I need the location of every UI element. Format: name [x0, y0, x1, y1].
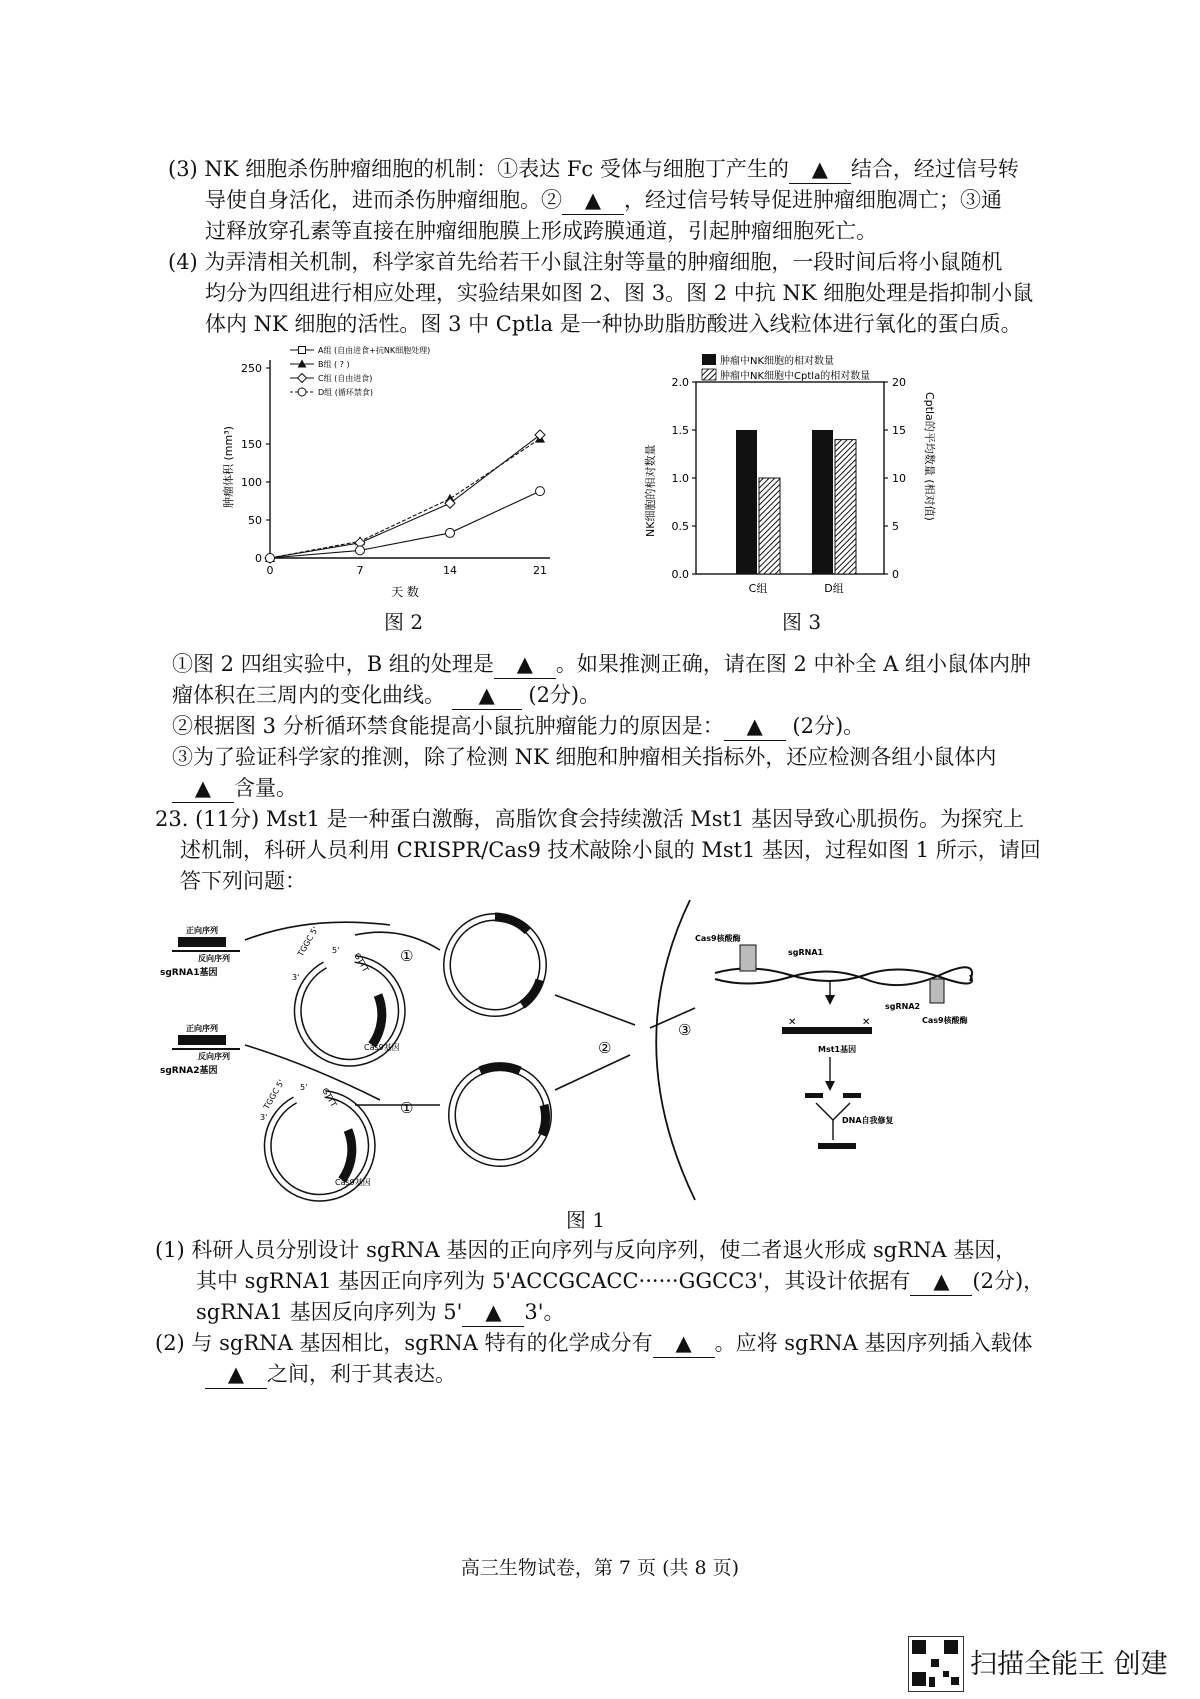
q22-sub1-line1: ①图 2 四组实验中，B 组的处理是 ▲ 。如果推测正确，请在图 2 中补全 A 组小鼠体内肿	[172, 650, 1031, 679]
q23-p2-line1: (2) 与 sgRNA 基因相比，sgRNA 特有的化学成分有 ▲ 。应将 sgRNA 基因序列插入载体	[155, 1329, 1033, 1358]
step-3-label: ③	[678, 1021, 692, 1039]
legend-label: B组 ( ? )	[318, 360, 350, 369]
open-plasmid-2	[260, 1078, 372, 1198]
category-label: C组	[748, 582, 768, 595]
right-tick-label: 10	[892, 472, 906, 485]
forward-seq-label: 正向序列	[186, 1024, 218, 1033]
left-tick-label: 0.0	[671, 568, 689, 581]
svg-text:3': 3'	[292, 973, 300, 982]
fig2-y-axis-label: 肿瘤体积 (mm³)	[222, 426, 235, 508]
reverse-seq-label: 反向序列	[198, 1052, 230, 1061]
forward-seq-label: 正向序列	[186, 926, 218, 935]
answer-blank[interactable]: ▲	[462, 1298, 524, 1327]
recombinant-plasmid-2	[452, 1067, 548, 1163]
answer-blank[interactable]: ▲	[653, 1329, 715, 1358]
q22-p4-line1: (4) 为弄清相关机制，科学家首先给若干小鼠注射等量的肿瘤细胞，一段时间后将小鼠随机	[168, 250, 1003, 274]
x-tick-label: 0	[266, 564, 274, 577]
fig1-caption: 图 1	[566, 1208, 606, 1232]
svg-text:✕: ✕	[788, 1017, 797, 1028]
legend-label: C组 (自由进食)	[318, 374, 373, 383]
q22-p4-line3: 体内 NK 细胞的活性。图 3 中 Cptla 是一种协助脂肪酸进入线粒体进行氧化的蛋白质。	[205, 312, 1022, 336]
figure-3-bar-chart	[640, 352, 960, 602]
y-tick-label: 250	[241, 362, 262, 375]
figure-2-line-chart	[210, 338, 580, 628]
mst1-gene-cut	[782, 1017, 894, 1149]
answer-blank[interactable]: ▲	[724, 712, 786, 741]
svg-text:✕: ✕	[862, 1017, 871, 1028]
svg-text:TGGC 5': TGGC 5'	[261, 1078, 287, 1111]
legend-label: 肿瘤中NK细胞的相对数量	[720, 356, 835, 367]
q22-p4-line2: 均分为四组进行相应处理，实验结果如图 2、图 3。图 2 中抗 NK 细胞处理是指抑制小鼠	[205, 281, 1034, 305]
right-tick-label: 5	[892, 520, 899, 533]
fig2-caption: 图 2	[384, 610, 424, 634]
left-tick-label: 2.0	[671, 376, 689, 389]
y-tick-label: 100	[241, 476, 262, 489]
reverse-seq-label: 反向序列	[198, 954, 230, 963]
q22-p3-line1: (3) NK 细胞杀伤肿瘤细胞的机制：①表达 Fc 受体与细胞丁产生的 ▲ 结合，经过信号转	[168, 155, 1019, 184]
svg-text:sgRNA1: sgRNA1	[788, 948, 824, 957]
scanner-watermark: 扫描全能王 创建	[970, 1649, 1168, 1680]
q23-line2: 述机制，科研人员利用 CRISPR/Cas9 技术敲除小鼠的 Mst1 基因，过程如图 1 所示，请回	[180, 838, 1041, 862]
legend-label: 肿瘤中NK细胞中Cptla的相对数量	[720, 371, 871, 382]
x-tick-label: 21	[533, 564, 547, 577]
left-tick-label: 0.5	[671, 520, 689, 533]
answer-blank[interactable]: ▲	[562, 186, 624, 215]
qr-code-icon	[908, 1636, 964, 1692]
bar-cptla-count	[835, 440, 856, 574]
svg-text:TGGC 5': TGGC 5'	[295, 925, 321, 958]
fig3-caption: 图 3	[782, 610, 822, 634]
svg-text:Cas9核酸酶: Cas9核酸酶	[922, 1016, 968, 1025]
q22-p3-line3: 过释放穿孔素等直接在肿瘤细胞膜上形成跨膜通道，引起肿瘤细胞死亡。	[205, 219, 877, 243]
page-footer: 高三生物试卷，第 7 页 (共 8 页)	[460, 1557, 740, 1579]
y-tick-label: 150	[241, 438, 262, 451]
marker-circle	[446, 528, 455, 537]
right-tick-label: 0	[892, 568, 899, 581]
q23-line1: 23. (11分) Mst1 是一种蛋白激酶，高脂饮食会持续激活 Mst1 基因导致心肌损伤。为探究上	[155, 807, 1025, 831]
figure-1-crispr-diagram	[150, 895, 1030, 1210]
right-tick-label: 15	[892, 424, 906, 437]
right-tick-label: 20	[892, 376, 906, 389]
answer-blank[interactable]: ▲	[205, 1360, 267, 1389]
svg-text:Cas9基因: Cas9基因	[335, 1178, 371, 1187]
svg-text:GTTT: GTTT	[320, 1086, 339, 1109]
q23-p1-line1: (1) 科研人员分别设计 sgRNA 基因的正向序列与反向序列，使二者退火形成 sgRNA 基因，	[155, 1238, 1017, 1262]
q23-line3: 答下列问题：	[180, 869, 306, 893]
answer-blank[interactable]: ▲	[172, 774, 234, 803]
legend-swatch-hatched	[702, 369, 716, 380]
svg-text:sgRNA2: sgRNA2	[885, 1002, 921, 1011]
series-line	[270, 491, 540, 558]
step-1-label: ①	[400, 1099, 414, 1117]
q22-sub2: ②根据图 3 分析循环禁食能提高小鼠抗肿瘤能力的原因是： ▲ (2分)。	[172, 712, 864, 741]
marker-square	[299, 347, 306, 354]
category-label: D组	[824, 582, 844, 595]
q23-p1-line2: 其中 sgRNA1 基因正向序列为 5'ACCGCACC······GGCC3'，其设计依据有 ▲ (2分)，	[196, 1267, 1044, 1296]
answer-blank[interactable]: ▲	[789, 155, 851, 184]
answer-blank[interactable]: ▲	[910, 1267, 972, 1296]
series-line	[270, 435, 540, 558]
sgRNA2-gene-fragment	[160, 1023, 240, 1076]
x-tick-label: 14	[443, 564, 457, 577]
q22-p3-line2: 导使自身活化，进而杀伤肿瘤细胞。② ▲ ，经过信号转导促进肿瘤细胞凋亡；③通	[205, 186, 1002, 215]
q23-p2-line2: ▲ 之间，利于其表达。	[205, 1360, 456, 1389]
fig3-left-axis-label: NK细胞的相对数量	[644, 444, 657, 537]
marker-circle	[298, 388, 306, 396]
marker-circle	[536, 487, 545, 496]
sgRNA1-gene-label: sgRNA1基因	[160, 968, 218, 978]
svg-text:Cas9核酸酶: Cas9核酸酶	[695, 934, 741, 943]
marker-diamond	[298, 374, 307, 383]
legend-label: A组 (自由进食+抗NK细胞处理)	[318, 346, 431, 355]
q22-sub3-line2: ▲ 含量。	[172, 774, 297, 803]
svg-text:Mst1基因: Mst1基因	[818, 1045, 857, 1054]
q23-p1-line3: sgRNA1 基因反向序列为 5' ▲ 3'。	[196, 1298, 565, 1327]
svg-text:3': 3'	[260, 1113, 268, 1122]
cas9-sgrna-complex	[695, 933, 972, 1025]
marker-circle	[266, 554, 275, 563]
marker-circle	[356, 546, 365, 555]
left-tick-label: 1.0	[671, 472, 689, 485]
bar-nk-count	[736, 430, 757, 574]
q22-sub1-line2: 瘤体积在三周内的变化曲线。 ▲ (2分)。	[172, 681, 600, 710]
recombinant-plasmid-1	[447, 917, 543, 1013]
marker-diamond	[535, 430, 545, 440]
series-line	[270, 439, 540, 558]
sgRNA1-gene-fragment	[160, 925, 240, 978]
answer-blank[interactable]: ▲	[452, 681, 522, 710]
step-2-label: ②	[598, 1039, 612, 1057]
x-tick-label: 7	[356, 564, 364, 577]
fig3-right-axis-label: Cptla的平均数量 (相对值)	[923, 392, 936, 521]
svg-text:DNA自我修复: DNA自我修复	[842, 1116, 894, 1125]
x-axis-label: 天 数	[391, 585, 419, 599]
svg-text:5': 5'	[332, 946, 340, 955]
q22-sub3-line1: ③为了验证科学家的推测，除了检测 NK 细胞和肿瘤相关指标外，还应检测各组小鼠体内	[172, 745, 997, 769]
bar-cptla-count	[759, 478, 780, 574]
legend-swatch-solid	[702, 354, 716, 365]
y-tick-label: 0	[255, 552, 262, 565]
svg-text:GTTT: GTTT	[352, 951, 371, 974]
svg-text:5': 5'	[300, 1083, 308, 1092]
svg-text:Cas9基因: Cas9基因	[364, 1043, 400, 1052]
legend-label: D组 (循环禁食)	[318, 388, 373, 397]
bar-nk-count	[812, 430, 833, 574]
y-tick-label: 50	[248, 514, 262, 527]
sgRNA2-gene-label: sgRNA2基因	[160, 1066, 218, 1076]
open-plasmid-1	[292, 925, 402, 1063]
left-tick-label: 1.5	[671, 424, 689, 437]
answer-blank[interactable]: ▲	[494, 650, 556, 679]
step-1-label: ①	[400, 947, 414, 965]
